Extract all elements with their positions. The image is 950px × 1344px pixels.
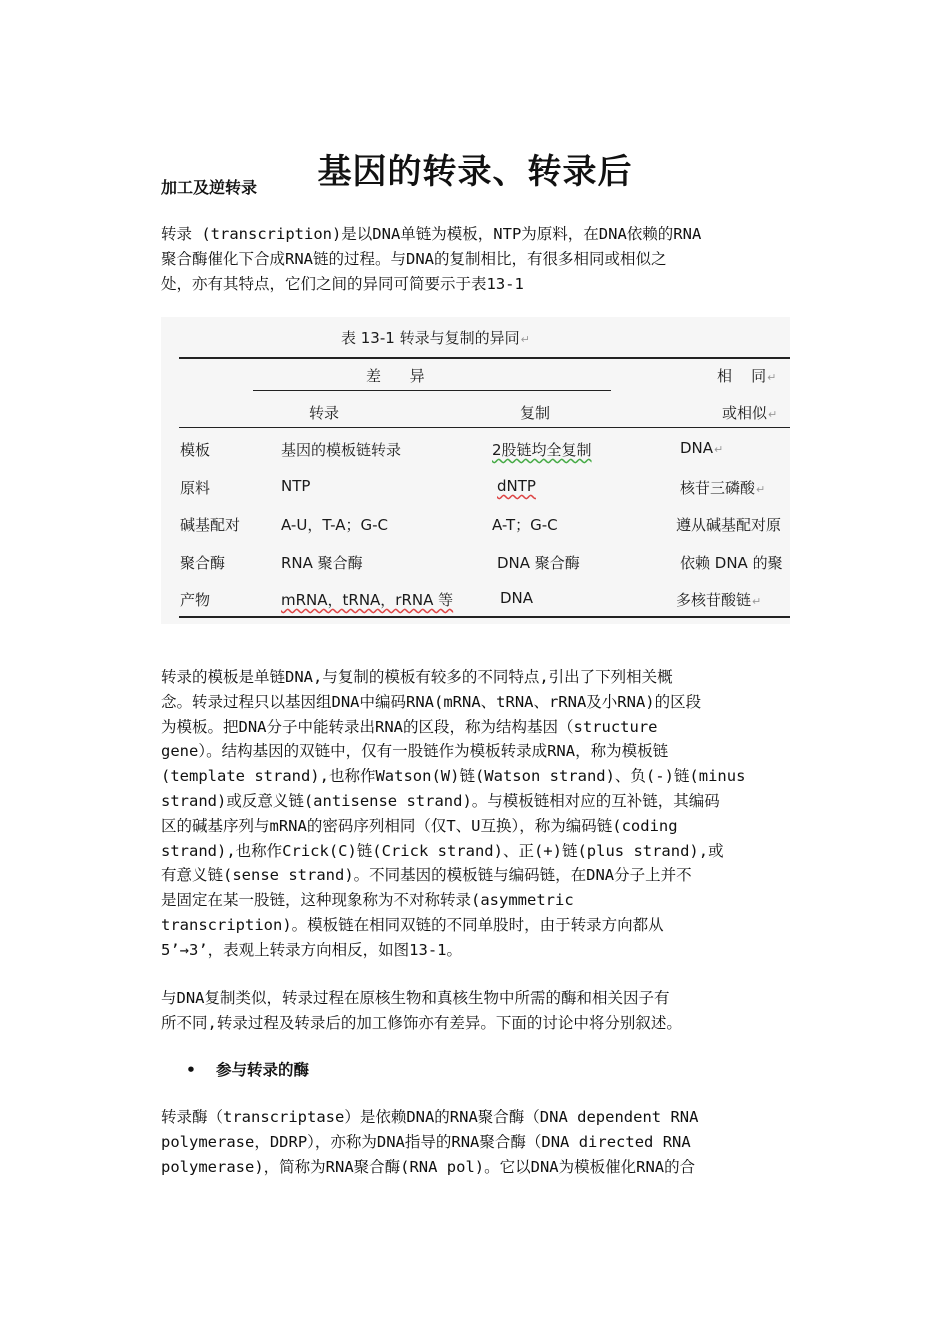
text-line: 为模板。把DNA分子中能转录出RNA的区段，称为结构基因（structure xyxy=(161,717,658,736)
col-header-replication: 复制 xyxy=(520,404,551,422)
text-line: 与DNA复制类似，转录过程在原核生物和真核生物中所需的酶和相关因子有 xyxy=(161,989,670,1007)
text-line: polymerase，DDRP），亦称为DNA指导的RNA聚合酶（DNA directed RNA xyxy=(161,1132,691,1151)
text-line: 5’→3’，表观上转录方向相反，如图13-1。 xyxy=(161,940,462,959)
text-line: 念。转录过程只以基因组DNA中编码RNA(mRNA、tRNA、rRNA及小RNA)的区段 xyxy=(161,692,702,711)
row-label: 碱基配对 xyxy=(180,516,241,534)
table-caption: 表 13-1 转录与复制的异同↵ xyxy=(341,329,530,347)
cell-same: 核苷三磷酸↵ xyxy=(680,479,766,497)
row-label: 产物 xyxy=(180,591,211,609)
subtitle: 加工及逆转录 xyxy=(161,178,258,197)
template-paragraph xyxy=(161,665,801,963)
cell-replication: DNA 聚合酶 xyxy=(497,554,580,572)
cell-same: DNA↵ xyxy=(680,439,724,457)
cell-replication: 2股链均全复制 xyxy=(492,441,592,459)
cell-same: 多核苷酸链↵ xyxy=(676,591,762,609)
intro-paragraph xyxy=(161,222,801,296)
enzyme-paragraph xyxy=(161,1105,801,1179)
cell-transcription: NTP xyxy=(281,477,311,495)
cell-same: 依赖 DNA 的聚 xyxy=(680,554,783,572)
bullet-icon: • xyxy=(186,1061,196,1079)
text-line: 处，亦有其特点，它们之间的异同可简要示于表13-1 xyxy=(161,274,524,293)
header-same: 相 同↵ xyxy=(717,367,777,385)
row-label: 模板 xyxy=(180,441,211,459)
text-line: transcription)。模板链在相同双链的不同单股时，由于转录方向都从 xyxy=(161,915,664,934)
text-line: 是固定在某一股链，这种现象称为不对称转录(asymmetric xyxy=(161,891,574,910)
text-line: strand)或反意义链(antisense strand)。与模板链相对应的互补链，其编码 xyxy=(161,791,720,810)
text-line: 有意义链(sense strand)。不同基因的模板链与编码链，在DNA分子上并不 xyxy=(161,866,692,885)
text-line: strand),也称作Crick(C)链(Crick strand)、正(+)链(plus strand),或 xyxy=(161,841,724,860)
section-heading: 参与转录的酶 xyxy=(216,1061,310,1079)
cell-transcription: RNA 聚合酶 xyxy=(281,554,363,572)
cell-transcription: mRNA，tRNA，rRNA 等 xyxy=(281,591,454,609)
col-header-same: 或相似↵ xyxy=(722,404,778,422)
comparison-paragraph xyxy=(161,986,801,1036)
text-line: 区的碱基序列与mRNA的密码序列相同（仅T、U互换），称为编码链(coding xyxy=(161,816,678,835)
text-line: (template strand),也称作Watson(W)链(Watson strand)、负(-)链(minus xyxy=(161,767,746,786)
text-line: 所不同,转录过程及转录后的加工修饰亦有差异。下面的讨论中将分别叙述。 xyxy=(161,1013,682,1032)
col-header-transcription: 转录 xyxy=(309,404,340,422)
header-diff: 差 异 xyxy=(366,367,425,385)
row-label: 原料 xyxy=(180,479,211,497)
text-line: 聚合酶催化下合成RNA链的过程。与DNA的复制相比，有很多相同或相似之 xyxy=(161,249,667,268)
row-label: 聚合酶 xyxy=(180,554,226,572)
text-line: 转录的模板是单链DNA,与复制的模板有较多的不同特点,引出了下列相关概 xyxy=(161,668,673,686)
cell-transcription: A-U，T-A；G-C xyxy=(281,516,388,534)
comparison-table-figure xyxy=(161,317,790,624)
text-line: polymerase)，简称为RNA聚合酶(RNA pol)。它以DNA为模板催化RNA的合 xyxy=(161,1157,696,1176)
cell-replication: A-T；G-C xyxy=(492,516,558,534)
page-title: 基因的转录、转录后 xyxy=(317,151,633,192)
cell-replication: dNTP xyxy=(497,477,536,495)
text-line: 转录 (transcription)是以DNA单链为模板，NTP为原料，在DNA依赖的RNA xyxy=(161,225,702,243)
cell-transcription: 基因的模板链转录 xyxy=(281,441,402,459)
text-line: gene）。结构基因的双链中，仅有一股链作为模板转录成RNA，称为模板链 xyxy=(161,742,669,761)
cell-replication: DNA xyxy=(500,589,534,607)
cell-same: 遵从碱基配对原 xyxy=(676,516,782,534)
section-bullet xyxy=(186,1058,309,1082)
text-line: 转录酶（transcriptase）是依赖DNA的RNA聚合酶（DNA dependent RNA xyxy=(161,1108,699,1126)
